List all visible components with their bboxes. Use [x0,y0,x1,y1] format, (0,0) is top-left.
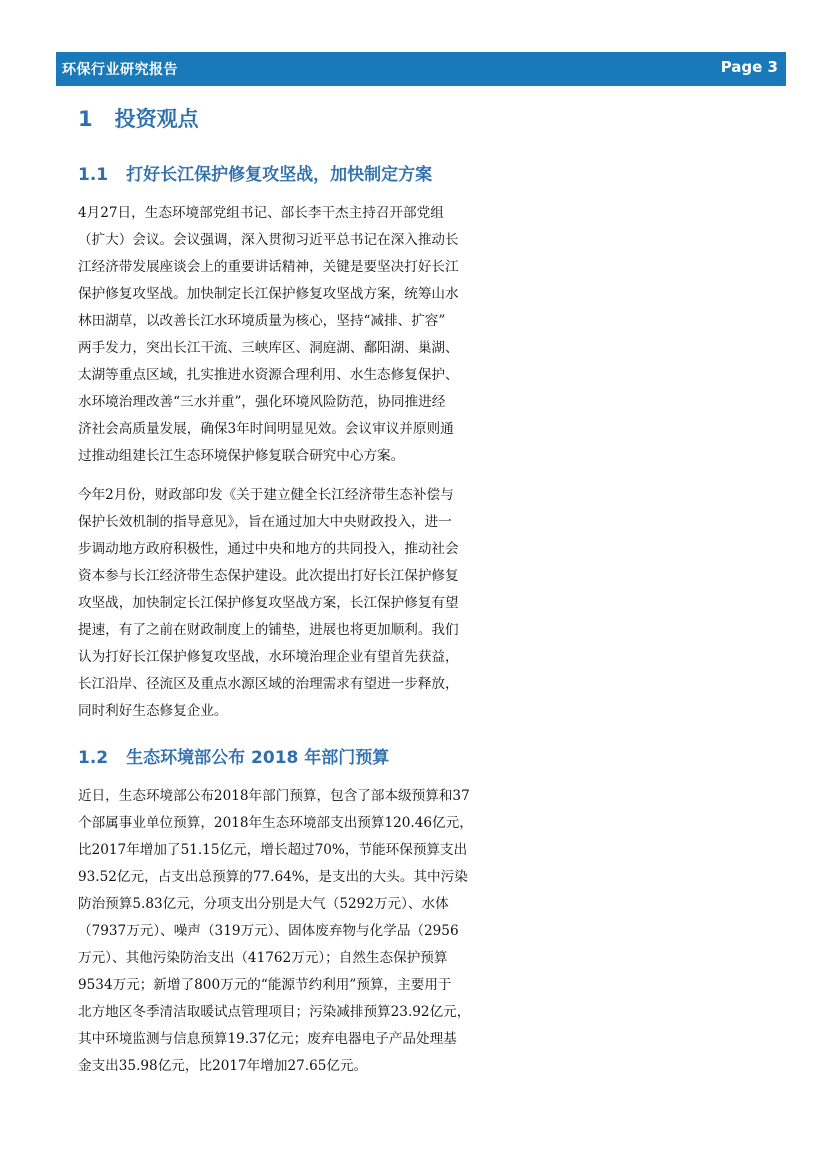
text-line: 步调动地方政府积极性，通过中央和地方的共同投入，推动社会 [78,541,459,557]
page-number: Page 3 [720,58,778,76]
text-line: 其中环境监测与信息预算19.37亿元；废弃电器电子产品处理基 [78,1031,457,1047]
text-line: 4月27日，生态环境部党组书记、部长李干杰主持召开部党组 [78,205,444,221]
subsection-number: 1.1 [78,165,109,185]
text-line: 两手发力，突出长江干流、三峡库区、洞庭湖、鄱阳湖、巢湖、 [78,340,459,356]
subsection-heading-1-2 [78,743,552,773]
text-line: 防治预算5.83亿元，分项支出分别是大气（5292万元）、水体 [78,896,449,912]
text-line: 林田湖草，以改善长江水环境质量为核心，坚持“减排、扩容” [78,313,446,329]
section-number: 1 [78,107,93,131]
text-line: 万元）、其他污染防治支出（41762万元）；自然生态保护预算 [78,950,448,966]
text-line: 同时利好生态修复企业。 [78,703,228,719]
paragraph [78,482,552,725]
text-line: 近日，生态环境部公布2018年部门预算，包含了部本级预算和37 [78,788,470,804]
text-line: 93.52亿元，占支出总预算的77.64%，是支出的大头。其中污染 [78,869,468,885]
report-title: 环保行业研究报告 [62,62,178,78]
text-line: 太湖等重点区域，扎实推进水资源合理利用、水生态修复保护、 [78,367,459,383]
text-line: 江经济带发展座谈会上的重要讲话精神，关键是要坚决打好长江 [78,259,459,275]
subsection-title: 生态环境部公布 2018 年部门预算 [126,748,390,768]
text-line: 认为打好长江保护修复攻坚战，水环境治理企业有望首先获益， [78,649,459,665]
text-line: 水环境治理改善“三水并重”，强化环境风险防范，协同推进经 [78,394,446,410]
paragraph [78,200,552,470]
text-line: 今年2月份，财政部印发《关于建立健全长江经济带生态补偿与 [78,487,454,503]
text-line: （扩大）会议。会议强调，深入贯彻习近平总书记在深入推动长 [78,232,459,248]
subsection-number: 1.2 [78,748,109,768]
text-line: 攻坚战，加快制定长江保护修复攻坚战方案，长江保护修复有望 [78,595,459,611]
section-title: 投资观点 [114,107,199,131]
text-line: 济社会高质量发展，确保3年时间明显见效。会议审议并原则通 [78,421,454,437]
text-line: 保护长效机制的指导意见》，旨在通过加大中央财政投入，进一 [78,514,452,530]
text-line: 9534万元；新增了800万元的“能源节约利用”预算，主要用于 [78,977,452,993]
text-line: 金支出35.98亿元，比2017年增加27.65亿元。 [78,1058,368,1074]
text-line: 个部属事业单位预算，2018年生态环境部支出预算120.46亿元， [78,815,473,831]
subsection-heading-1-1 [78,160,552,190]
document-body [78,96,552,1080]
text-line: 资本参与长江经济带生态保护建设。此次提出打好长江保护修复 [78,568,459,584]
text-line: 比2017年增加了51.15亿元，增长超过70%，节能环保预算支出 [78,842,468,858]
text-line: 北方地区冬季清洁取暖试点管理项目；污染减排预算23.92亿元， [78,1004,471,1020]
text-line: 长江沿岸、径流区及重点水源区域的治理需求有望进一步释放， [78,676,459,692]
section-heading-1 [78,96,552,142]
text-line: 过推动组建长江生态环境保护修复联合研究中心方案。 [78,448,405,464]
subsection-title: 打好长江保护修复攻坚战，加快制定方案 [126,165,433,185]
text-line: 提速，有了之前在财政制度上的铺垫，进展也将更加顺利。我们 [78,622,459,638]
page-header [56,52,786,86]
text-line: 保护修复攻坚战。加快制定长江保护修复攻坚战方案，统筹山水 [78,286,459,302]
paragraph [78,783,552,1080]
text-line: （7937万元）、噪声（319万元）、固体废弃物与化学品（2956 [78,923,459,939]
